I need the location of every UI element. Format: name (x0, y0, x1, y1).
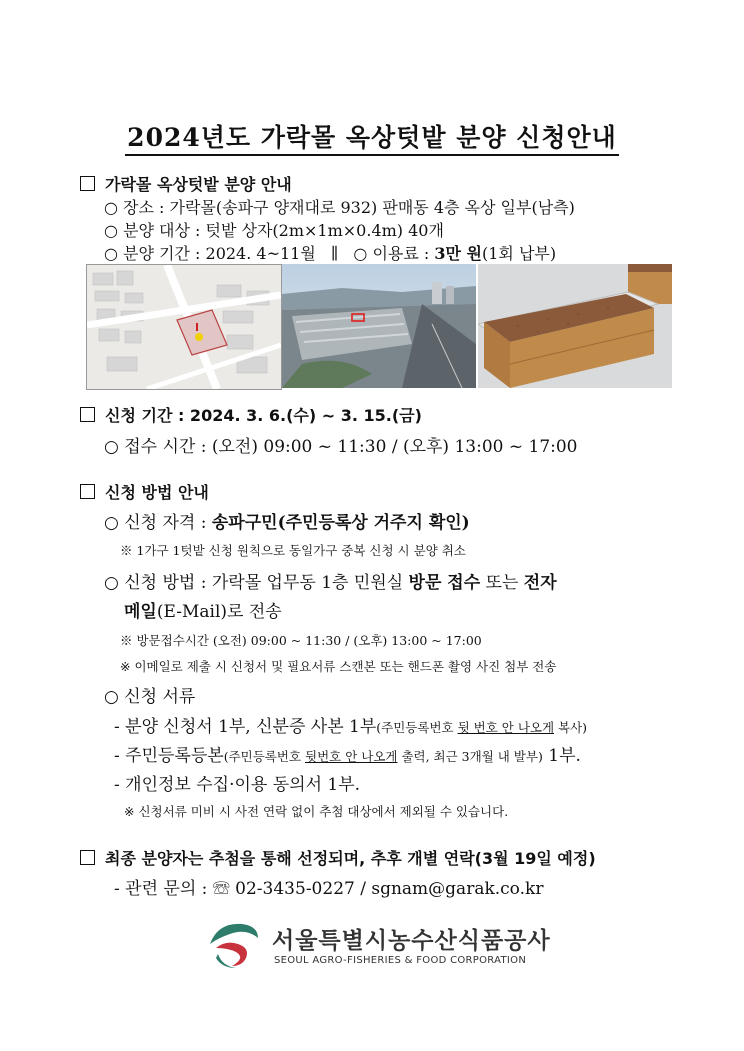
page-title: 2024년도 가락몰 옥상텃밭 분양 신청안내 (0, 118, 744, 154)
docs-note: ※ 신청서류 미비 시 사전 연락 없이 추첨 대상에서 제외될 수 있습니다. (124, 804, 509, 819)
method-line-1: ○ 신청 방법 : 가락몰 업무동 1층 민원실 방문 접수 또는 전자 (104, 573, 557, 593)
docs-heading: ○ 신청 서류 (104, 687, 196, 707)
doc-item-1: - 분양 신청서 1부, 신분증 사본 1부(주민등록번호 뒷 번호 안 나오게 복사) (114, 717, 588, 737)
section-method-heading: 신청 방법 안내 (80, 480, 209, 503)
organization-name-english: SEOUL AGRO-FISHERIES & FOOD CORPORATION (274, 955, 527, 966)
qualification-note: ※ 1가구 1텃밭 신청 원칙으로 동일가구 중복 신청 시 분양 취소 (120, 543, 466, 558)
section-final-heading: 최종 분양자는 추첨을 통해 선정되며, 추후 개별 연락(3월 19일 예정) (80, 846, 596, 869)
organization-logo (206, 918, 262, 974)
place-line: ○ 장소 : 가락몰(송파구 양재대로 932) 판매동 4층 옥상 일부(남측) (104, 198, 575, 217)
checkbox-icon (80, 484, 95, 499)
garden-box-photo-image (478, 264, 672, 388)
reception-time-line: ○ 접수 시간 : (오전) 09:00 ~ 11:30 / (오후) 13:00 ~ 17:00 (104, 437, 578, 457)
checkbox-icon (80, 176, 95, 191)
qualification-line: ○ 신청 자격 : 송파구민(주민등록상 거주지 확인) (104, 513, 470, 533)
section-intro-heading: 가락몰 옥상텃밭 분양 안내 (80, 172, 292, 195)
doc-item-3: - 개인정보 수집·이용 동의서 1부. (114, 775, 361, 795)
checkbox-icon (80, 850, 95, 865)
aerial-photo-image (282, 264, 476, 388)
location-map-image (86, 264, 282, 390)
contact-line: - 관련 문의 : ☏ 02-3435-0227 / sgnam@garak.co.kr (114, 879, 544, 899)
email-note: ※ 이메일로 제출 시 신청서 및 필요서류 스캔본 또는 핸드폰 촬영 사진 첨부 전송 (120, 659, 557, 674)
visit-time-note: ※ 방문접수시간 (오전) 09:00 ~ 11:30 / (오후) 13:00 ~ 17:00 (120, 633, 482, 648)
doc-item-2: - 주민등록등본(주민등록번호 뒷번호 안 나오게 출력, 최근 3개월 내 발부) 1부. (114, 746, 581, 766)
checkbox-icon (80, 407, 95, 422)
period-fee-line: ○ 분양 기간 : 2024. 4~11월 ∥ ○ 이용료 : 3만 원(1회 납부) (104, 244, 557, 263)
organization-name: 서울특별시농수산식품공사 (272, 928, 551, 954)
section-period-heading: 신청 기간 : 2024. 3. 6.(수) ~ 3. 15.(금) (80, 403, 422, 426)
method-line-2: 메일(E-Mail)로 전송 (124, 602, 282, 622)
target-line: ○ 분양 대상 : 텃밭 상자(2m×1m×0.4m) 40개 (104, 221, 444, 240)
logo-emblem-icon (206, 918, 262, 970)
